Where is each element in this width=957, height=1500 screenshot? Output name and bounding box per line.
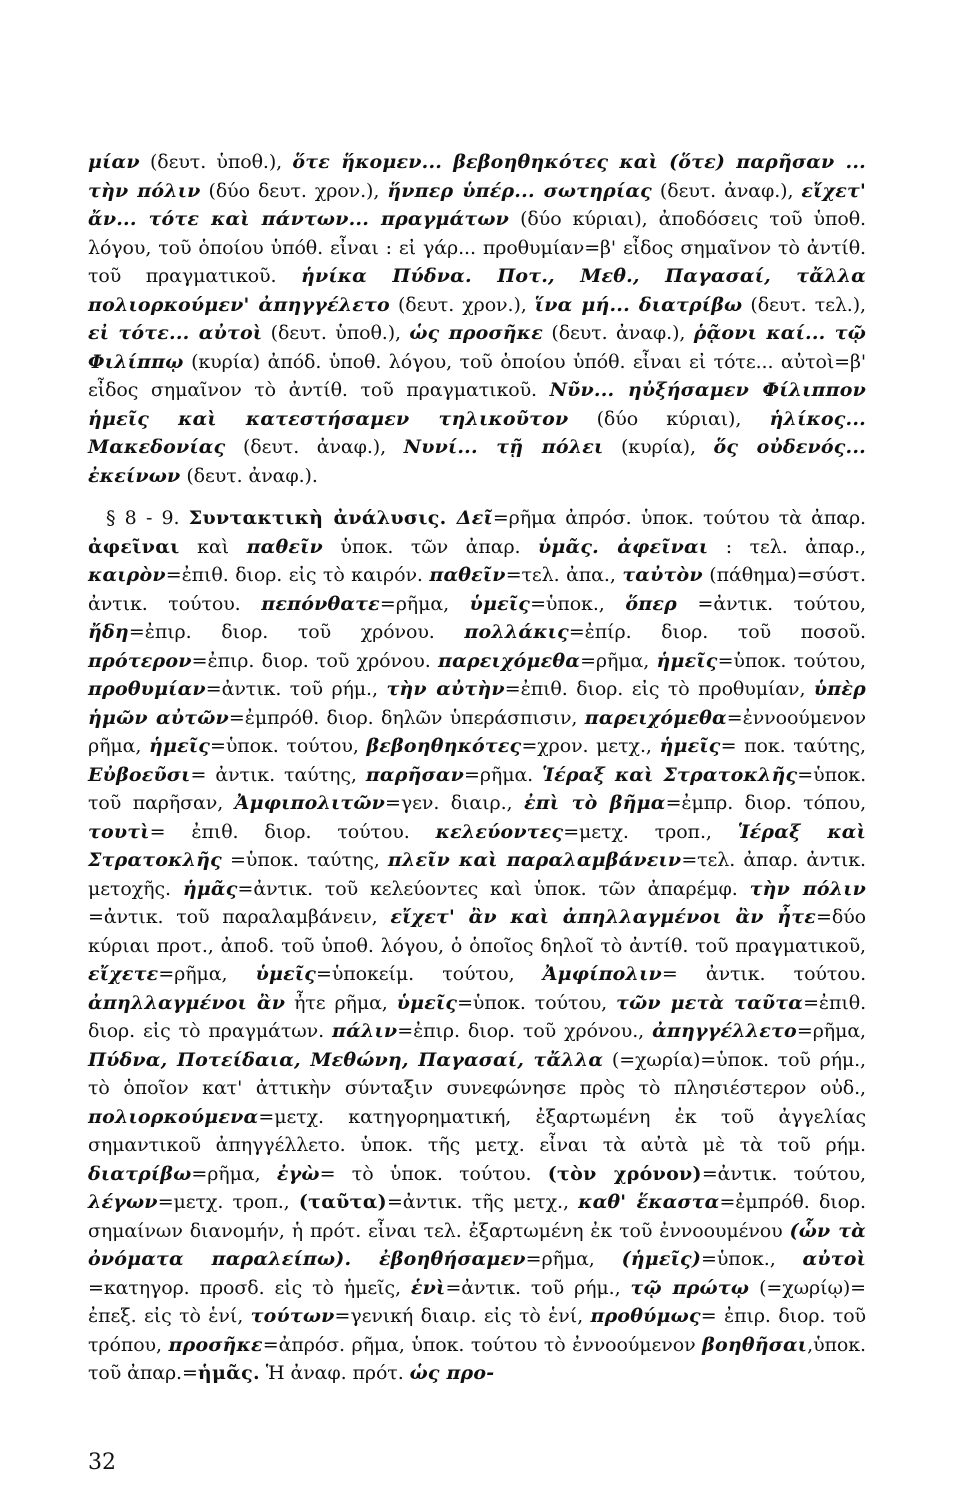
emphasized-text: ὑπὲρ ἡμῶν αὐτῶν xyxy=(88,678,866,729)
emphasized-text: ταὐτὸν xyxy=(622,564,703,586)
plain-text: (δευτ. τελ.), xyxy=(742,293,866,316)
emphasized-text: προθυμίαν xyxy=(88,678,206,700)
emphasized-text: παρῆσαν xyxy=(365,763,465,786)
plain-text: =ρῆμα ἀπρόσ. ὑποκ. τούτου τὰ ἀπαρ. xyxy=(492,507,866,529)
plain-text: =ὑποκ. τούτου, xyxy=(457,991,617,1014)
plain-text: (πάθημα)=σύστ. ἀντικ. τούτου. xyxy=(88,564,866,615)
emphasized-text: Νυνί... τῇ πόλει xyxy=(403,436,604,458)
emphasized-text: εἴχετε xyxy=(88,963,159,985)
plain-text: (δύο κύριαι), ἀποδόσεις τοῦ ὑποθ. λόγου, τοῦ ὁποίου ὑπόθ. εἶναι : εἰ γάρ... προθυμίαν=β' εἶδος σημαῖνον τὸ ἀντίθ. τοῦ πραγματικοῦ. xyxy=(88,208,866,287)
plain-text: =ὑποκ., xyxy=(701,1248,803,1270)
emphasized-text: (ταῦτα) xyxy=(298,1191,387,1213)
plain-text: =ἀντικ. τοῦ κελεύοντες καὶ ὑποκ. τῶν ἀπαρέμφ. xyxy=(237,877,750,900)
emphasized-text: ῥᾷονι καί... τῷ Φιλίππῳ xyxy=(88,322,867,373)
plain-text: =κατηγορ. προσδ. εἰς τὸ ἡμεῖς, xyxy=(88,1276,411,1299)
emphasized-text: πεπόνθατε xyxy=(261,592,380,615)
plain-text: : τελ. ἀπαρ., xyxy=(708,535,866,558)
emphasized-text: αὐτοὶ xyxy=(802,1248,867,1270)
emphasized-text: ὅτε ἥκομεν... βεβοηθηκότες καὶ (ὅτε) παρῆσαν ... τὴν πόλιν xyxy=(88,151,866,202)
plain-text: (δευτ. ὑποθ.), xyxy=(139,151,293,173)
plain-text: =χρον. μετχ., xyxy=(521,735,660,757)
plain-text: =ἐπιθ. διορ. εἰς τὸ προθυμίαν, xyxy=(504,678,814,700)
emphasized-text: ὅς οὐδενός... ἐκείνων xyxy=(88,436,866,487)
plain-text: (δευτ. ἀναφ.), xyxy=(651,179,802,202)
plain-text: =ἀντικ. τούτου, xyxy=(701,1162,866,1185)
plain-text: =ἐπιρ. διορ. τοῦ χρόνου., xyxy=(397,1020,653,1042)
plain-text: =τελ. ἀπα., xyxy=(505,564,623,586)
plain-text: καὶ xyxy=(179,535,247,558)
plain-text: =ἀντικ. τούτου, xyxy=(676,592,866,615)
plain-text: =γεν. διαιρ., xyxy=(385,792,524,814)
emphasized-text: παρειχόμεθα xyxy=(438,649,581,672)
emphasized-text: ἀπηλλαγμένοι ἂν xyxy=(88,991,286,1014)
emphasized-text: ὑμεῖς xyxy=(255,963,316,985)
emphasized-text: πλεῖν καὶ παραλαμβάνειν xyxy=(387,849,682,871)
plain-text: =μετχ. τροπ., xyxy=(157,1191,299,1213)
emphasized-text: Ἀμφίπολιν xyxy=(542,963,662,985)
emphasized-text: ἡμεῖς xyxy=(148,735,211,757)
plain-text: =ἀντικ. τῆς μετχ., xyxy=(386,1191,579,1213)
emphasized-text: εἴχετ' ἄν... τότε καὶ πάντων... πραγμάτων xyxy=(88,179,866,230)
emphasized-text: πολιορκούμενα xyxy=(88,1105,259,1128)
emphasized-text: τῷ πρώτῳ xyxy=(630,1276,750,1299)
plain-text: (κυρία) ἀπόδ. ὑποθ. λόγου, τοῦ ὁποίου ὑπόθ. εἶναι εἰ τότε... αὐτοὶ=β' εἶδος σημαῖνον τὸ ἀντίθ. τοῦ πραγματικοῦ. xyxy=(88,350,866,401)
plain-text: =ἐπιθ. διορ. εἰς τὸ πραγμάτων. xyxy=(88,991,867,1042)
emphasized-text: Εὐβοεῦσι xyxy=(88,763,191,786)
emphasized-text: τὴν πόλιν xyxy=(749,877,866,900)
plain-text: =ἐπίρ. διορ. τοῦ ποσοῦ. xyxy=(568,621,866,643)
emphasized-text: καιρὸν xyxy=(88,564,166,586)
emphasized-text: ἀπηγγέλλετο xyxy=(652,1020,797,1042)
plain-text: (δύο δευτ. χρον.), xyxy=(200,179,388,202)
emphasized-text: ἤδη xyxy=(88,621,129,643)
emphasized-text: (ὧν τὰ ὀνόματα παραλείπω). ἐβοηθήσαμεν xyxy=(88,1219,867,1270)
emphasized-text: (τὸν χρόνον) xyxy=(547,1162,702,1185)
emphasized-text: τούτων xyxy=(250,1305,335,1327)
emphasized-text: τῶν μετὰ ταῦτα xyxy=(616,991,804,1014)
plain-text: =ὑποκείμ. τούτου, xyxy=(316,963,543,985)
plain-text: =ρῆμα, xyxy=(158,963,256,985)
plain-text: = ἐπιθ. διορ. τούτου. xyxy=(149,820,436,843)
plain-text: =ἐμπρόθ. διορ. δηλῶν ὑπεράσπισιν, xyxy=(228,706,585,729)
emphasized-text: (ἡμεῖς) xyxy=(621,1248,702,1270)
emphasized-text: ἑνὶ xyxy=(410,1276,446,1299)
plain-text: =ρῆμα, xyxy=(525,1248,622,1270)
plain-text: = ἀντικ. ταύτης, xyxy=(190,763,366,786)
plain-text: =ὑποκ. τούτου, xyxy=(210,735,367,757)
emphasized-text: πρότερον xyxy=(88,649,192,672)
plain-text: =ἐπιρ. διορ. τοῦ χρόνου. xyxy=(191,649,439,672)
plain-text: =ὑποκ., xyxy=(530,592,626,615)
emphasized-text: ἡμεῖς xyxy=(659,735,721,757)
emphasized-text: μίαν xyxy=(88,151,140,173)
plain-text: (δευτ. ἀναφ.), xyxy=(542,322,694,344)
emphasized-text: ἐγὼ xyxy=(276,1162,320,1185)
emphasized-text: εἰ τότε... αὐτοὶ xyxy=(88,322,263,344)
plain-text: =ἀντικ. τοῦ ρήμ., xyxy=(205,678,387,700)
plain-text: ἦτε ρῆμα, xyxy=(285,991,397,1014)
emphasized-text: ἀφεῖναι xyxy=(88,535,180,558)
plain-text: =μετχ. τροπ., xyxy=(563,820,738,843)
plain-text: =ὑποκ. τούτου, xyxy=(717,649,866,672)
page-body xyxy=(88,148,866,1388)
emphasized-text: Συντακτικὴ ἀνάλυσις. xyxy=(188,507,457,529)
plain-text: =δύο κύριαι προτ., ἀποδ. τοῦ ὑποθ. λόγου, ὁ ὁποῖος δηλοῖ τὸ ἀντίθ. τοῦ πραγματικοῦ, xyxy=(88,906,866,957)
plain-text: Ἡ ἀναφ. πρότ. xyxy=(259,1362,410,1384)
emphasized-text: προθύμως xyxy=(590,1305,701,1327)
plain-text: (δευτ. χρον.), xyxy=(389,293,535,316)
plain-text: =ἐπιρ. διορ. τοῦ χρόνου. xyxy=(128,621,465,643)
emphasized-text: τὴν αὐτὴν xyxy=(386,678,505,700)
plain-text: =τελ. ἀπαρ. ἀντικ. μετοχῆς. xyxy=(88,849,866,900)
page-number: 32 xyxy=(88,1450,116,1475)
emphasized-text: ἐπὶ τὸ βῆμα xyxy=(523,792,666,814)
emphasized-text: Πύδνα, Ποτείδαια, Μεθώνη, Παγασαί, τἄλλα xyxy=(88,1048,604,1071)
emphasized-text: Ἱέραξ καὶ Στρατοκλῆς xyxy=(88,820,866,871)
emphasized-text: προσῆκε xyxy=(168,1333,263,1356)
emphasized-text: Νῦν... ηὐξήσαμεν Φίλιππον ἡμεῖς καὶ κατεστήσαμεν τηλικοῦτον xyxy=(88,379,866,430)
emphasized-text: παθεῖν xyxy=(246,535,323,558)
emphasized-text: πάλιν xyxy=(332,1020,398,1042)
emphasized-text: πολλάκις xyxy=(464,621,569,643)
emphasized-text: Ἀμφιπολιτῶν xyxy=(234,792,386,814)
emphasized-text: ἡμᾶς xyxy=(182,877,238,900)
plain-text: =ρῆμα. xyxy=(464,763,543,786)
plain-text: = τὸ ὑποκ. τούτου. xyxy=(319,1162,548,1185)
plain-text: =ἐμπρόθ. διορ. σημαίνων διανομήν, ἡ πρότ. εἶναι τελ. ἐξαρτωμένη ἐκ τοῦ ἐννοουμένου xyxy=(88,1191,867,1242)
plain-text: =μετχ. κατηγορηματική, ἐξαρτωμένη ἐκ τοῦ ἀγγελίας σημαντικοῦ ἀπηγγέλλετο. ὑποκ. τῆς μετχ. εἶναι τὰ αὐτὰ μὲ τὰ τοῦ ρήμ. xyxy=(88,1105,866,1156)
emphasized-text: Ἱέραξ καὶ Στρατοκλῆς xyxy=(542,763,798,786)
plain-text: =ρῆμα, xyxy=(379,592,470,615)
plain-text: =ἐπιθ. διορ. εἰς τὸ καιρόν. xyxy=(165,564,430,586)
emphasized-text: παρειχόμεθα xyxy=(584,706,727,729)
emphasized-text: ὡς προσῆκε xyxy=(409,322,543,344)
emphasized-text: ὑμᾶς. ἀφεῖναι xyxy=(538,535,709,558)
plain-text: ,ὑποκ. τοῦ ἀπαρ.= xyxy=(88,1333,866,1384)
plain-text: (δευτ. ὑποθ.), xyxy=(262,322,410,344)
plain-text: (δευτ. ἀναφ.), xyxy=(225,436,404,458)
emphasized-text: βοηθῆσαι xyxy=(702,1333,808,1356)
plain-text: =ἀντικ. τοῦ παραλαμβάνειν, xyxy=(88,906,391,928)
emphasized-text: τουτὶ xyxy=(88,820,150,843)
plain-text: =ρῆμα, xyxy=(796,1020,866,1042)
paragraph-section-8-9 xyxy=(88,504,866,1388)
paragraph-continuation xyxy=(88,148,866,490)
emphasized-text: λέγων xyxy=(88,1191,158,1213)
plain-text: =ρῆμα, xyxy=(191,1162,277,1185)
plain-text: = ποκ. ταύτης, xyxy=(720,735,866,757)
emphasized-text: ὑμεῖς xyxy=(396,991,458,1014)
plain-text: =γενική διαιρ. εἰς τὸ ἑνί, xyxy=(334,1305,591,1327)
emphasized-text: ὡς προ- xyxy=(409,1362,495,1384)
plain-text: =ὑποκ. ταύτης, xyxy=(221,849,388,871)
plain-text: = ἐπιρ. διορ. τοῦ τρόπου, xyxy=(88,1305,867,1356)
plain-text: =ἀντικ. τοῦ ρήμ., xyxy=(445,1276,631,1299)
emphasized-text: ἵνα μή... διατρίβω xyxy=(534,293,743,316)
emphasized-text: ἥνπερ ὑπέρ... σωτηρίας xyxy=(387,179,652,202)
plain-text: (δευτ. ἀναφ.). xyxy=(180,464,318,487)
emphasized-text: ἡνίκα Πύδνα. Ποτ., Μεθ., Παγασαί, τἄλλα πολιορκούμεν' ἀπηγγέλετο xyxy=(88,265,866,316)
emphasized-text: διατρίβω xyxy=(88,1162,192,1185)
plain-text: (κυρία), xyxy=(603,436,714,458)
emphasized-text: Δεῖ xyxy=(456,507,493,529)
emphasized-text: ἡμεῖς xyxy=(656,649,718,672)
plain-text: =ρῆμα, xyxy=(580,649,657,672)
plain-text: § 8 - 9. xyxy=(106,507,189,529)
plain-text: = ἀντικ. τούτου. xyxy=(661,963,867,985)
emphasized-text: παθεῖν xyxy=(429,564,506,586)
plain-text: ὑποκ. τῶν ἀπαρ. xyxy=(322,535,539,558)
emphasized-text: εἴχετ' ἂν καὶ ἀπηλλαγμένοι ἂν ἦτε xyxy=(390,906,817,928)
emphasized-text: κελεύοντες xyxy=(435,820,564,843)
plain-text: (δύο κύριαι), xyxy=(568,407,770,430)
plain-text: (=χωρίῳ)= ἐπεξ. εἰς τὸ ἑνί, xyxy=(88,1276,866,1327)
emphasized-text: βεβοηθηκότες xyxy=(366,735,522,757)
plain-text: =ἐμπρ. διορ. τόπου, xyxy=(665,792,867,814)
plain-text: =ἐννοούμενον ρῆμα, xyxy=(88,706,866,757)
emphasized-text: ἡλίκος... Μακεδονίας xyxy=(88,407,866,458)
emphasized-text: ἡμᾶς. xyxy=(197,1362,260,1384)
plain-text: =ἀπρόσ. ρῆμα, ὑποκ. τούτου τὸ ἐννοούμενον xyxy=(262,1333,703,1356)
emphasized-text: καθ' ἕκαστα xyxy=(578,1191,720,1213)
emphasized-text: ὅπερ xyxy=(625,592,677,615)
emphasized-text: ὑμεῖς xyxy=(469,592,531,615)
plain-text: (=χωρία)=ὑποκ. τοῦ ρήμ., τὸ ὁποῖον κατ' ἀττικὴν σύνταξιν συνεφώνησε πρὸς τὸ πλησιέστερον οὐδ., xyxy=(88,1048,866,1099)
plain-text: =ὑποκ. τοῦ παρῆσαν, xyxy=(88,763,867,814)
